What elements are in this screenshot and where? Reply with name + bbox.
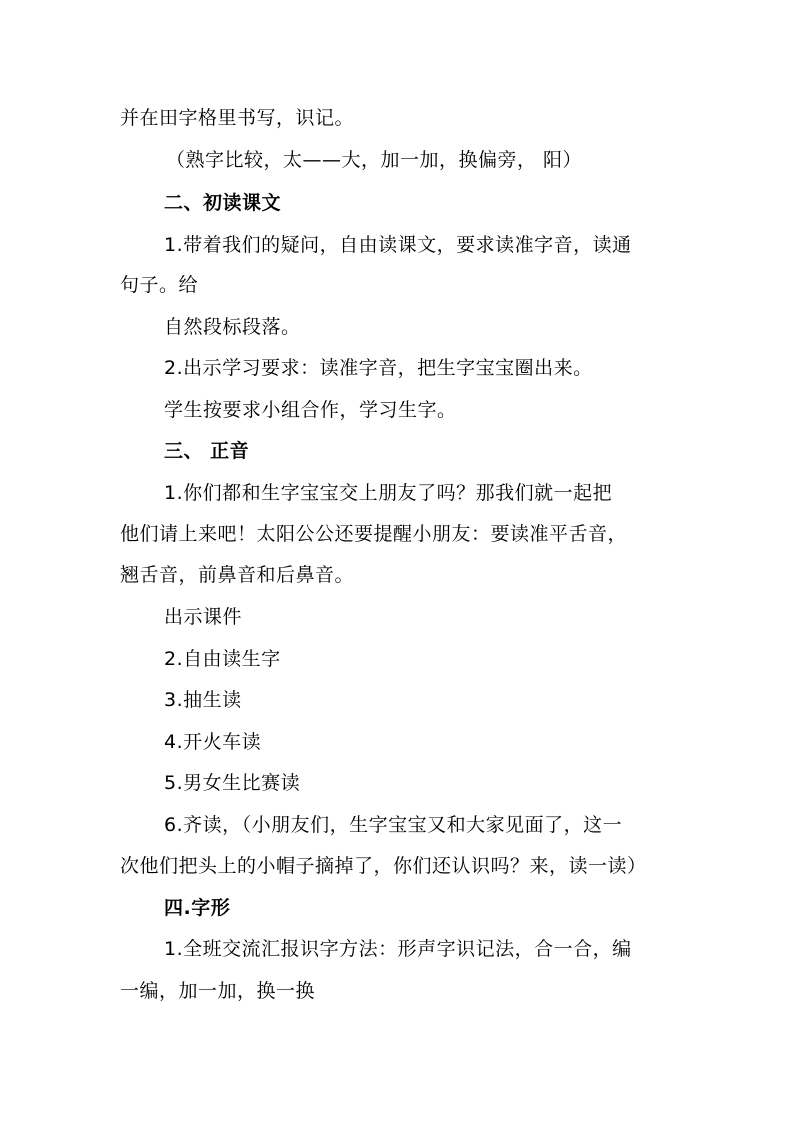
text-line: （熟字比较，太——大，加一加，换偏旁， 阳） bbox=[166, 149, 583, 171]
text-line: 出示课件 bbox=[164, 606, 243, 628]
section-heading: 二、初读课文 bbox=[164, 192, 282, 214]
text-line: 1.你们都和生字宝宝交上朋友了吗？那我们就一起把 bbox=[164, 482, 613, 504]
section-heading: 三、 正音 bbox=[164, 440, 250, 462]
text-line: 1.全班交流汇报识字方法：形声字识记法，合一合，编 bbox=[164, 938, 632, 960]
text-line: 2.出示学习要求：读准字音，把生字宝宝圈出来。 bbox=[164, 357, 593, 379]
text-line: 句子。给 bbox=[120, 274, 199, 296]
text-line: 次他们把头上的小帽子摘掉了，你们还认识吗？来，读一读） bbox=[120, 855, 647, 877]
text-line: 5.男女生比赛读 bbox=[164, 772, 301, 794]
text-line: 4.开火车读 bbox=[164, 731, 262, 753]
text-line: 3.抽生读 bbox=[164, 689, 242, 711]
text-line: 并在田字格里书写，识记。 bbox=[120, 107, 355, 129]
text-line: 1.带着我们的疑问，自由读课文，要求读准字音，读通 bbox=[164, 234, 632, 256]
text-line: 学生按要求小组合作，学习生字。 bbox=[164, 399, 457, 421]
text-line: 一编，加一加，换一换 bbox=[120, 980, 316, 1002]
text-line: 翘舌音，前鼻音和后鼻音。 bbox=[120, 564, 355, 586]
text-line: 6.齐读，（小朋友们，生字宝宝又和大家见面了，这一 bbox=[164, 814, 623, 836]
text-line: 2.自由读生字 bbox=[164, 648, 281, 670]
section-heading: 四.字形 bbox=[164, 897, 231, 919]
text-line: 自然段标段落。 bbox=[164, 316, 301, 338]
text-line: 他们请上来吧！太阳公公还要提醒小朋友：要读准平舌音， bbox=[120, 523, 628, 545]
